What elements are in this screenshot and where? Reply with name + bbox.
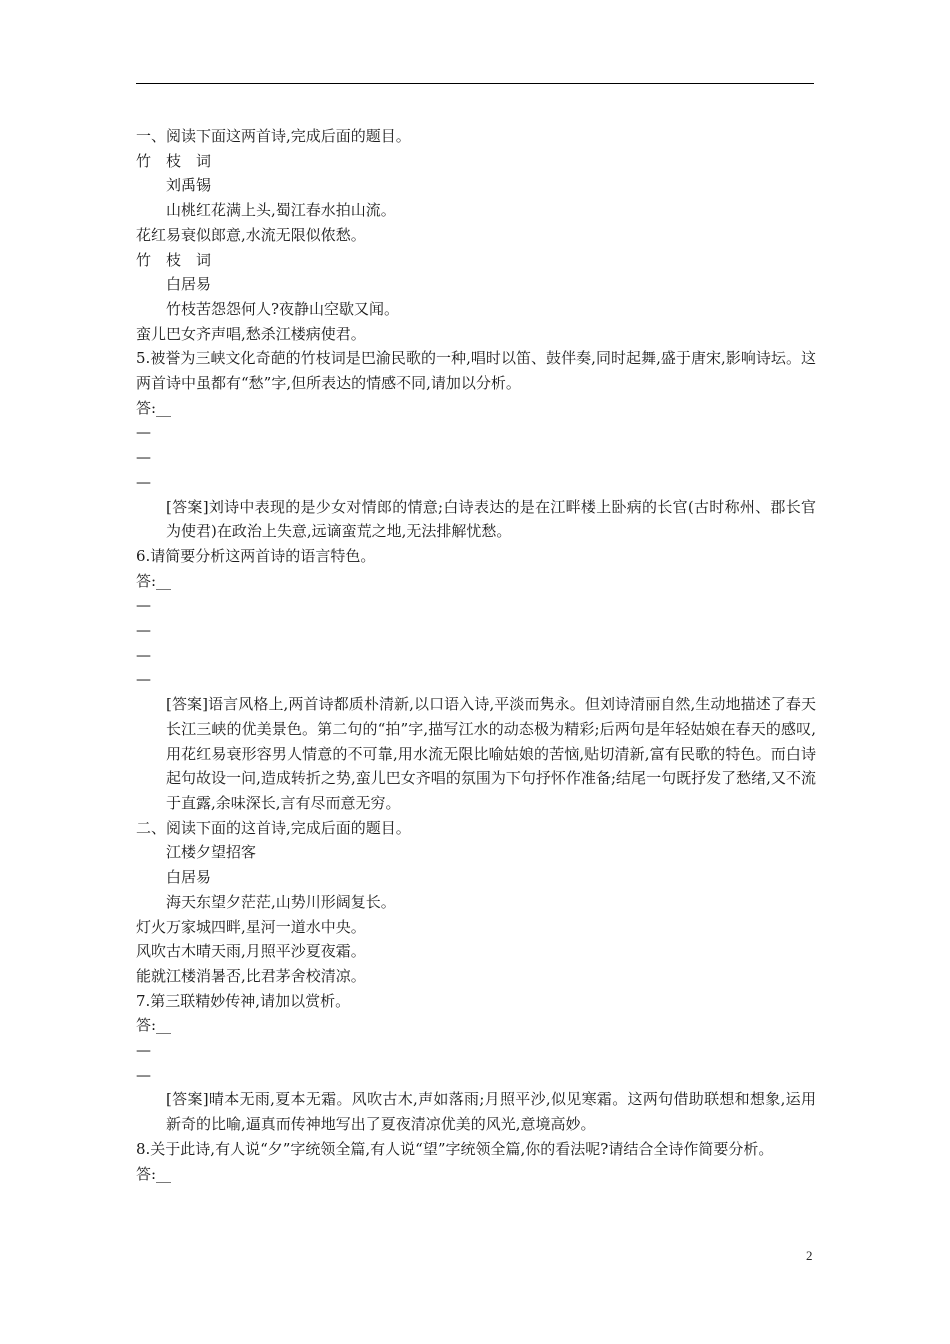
q6-answer-label: 答:__ — [136, 571, 172, 590]
poem3-line3: 风吹古木晴天雨,月照平沙夏夜霜。 — [136, 942, 366, 961]
q5-answer: [答案]刘诗中表现的是少女对情郎的情意;白诗表达的是在江畔楼上卧病的长官(古时称州、郡长官为使君)在政治上失意,远谪蛮荒之地,无法排解忧愁。 — [166, 497, 816, 541]
q5-blank-3: — — [136, 472, 151, 491]
question-6: 6.请简要分析这两首诗的语言特色。 — [136, 546, 376, 565]
poem1-author: 刘禹锡 — [166, 176, 212, 195]
document-body — [136, 124, 816, 1186]
poem1-title: 竹枝词 — [136, 151, 227, 170]
poem3-title: 江楼夕望招客 — [166, 843, 257, 862]
q6-blank-1: — — [136, 596, 151, 615]
section1-heading: 一、阅读下面这两首诗,完成后面的题目。 — [136, 127, 411, 145]
poem3-line4: 能就江楼消暑否,比君茅舍校清凉。 — [136, 966, 366, 985]
poem3-line2: 灯火万家城四畔,星河一道水中央。 — [136, 917, 366, 936]
poem2-title: 竹枝词 — [136, 250, 227, 269]
poem1-line2: 花红易衰似郎意,水流无限似侬愁。 — [136, 225, 366, 244]
q6-blank-4: — — [136, 670, 151, 689]
q7-blank-1: — — [136, 1041, 151, 1060]
poem2-line1: 竹枝苦怨怨何人?夜静山空歇又闻。 — [166, 299, 400, 318]
header-rule — [136, 83, 814, 84]
q7-answer-label: 答:__ — [136, 1016, 172, 1035]
q7-answer: [答案]晴本无雨,夏本无霜。风吹古木,声如落雨;月照平沙,似见寒霜。这两句借助联想和想象,运用新奇的比喻,逼真而传神地写出了夏夜清凉优美的风光,意境高妙。 — [166, 1090, 816, 1134]
poem2-author: 白居易 — [166, 275, 212, 294]
q5-blank-1: — — [136, 423, 151, 442]
poem3-author: 白居易 — [166, 868, 212, 887]
question-8: 8.关于此诗,有人说“夕”字统领全篇,有人说“望”字统领全篇,你的看法呢?请结合全诗作简要分析。 — [136, 1139, 774, 1158]
poem3-line1: 海天东望夕茫茫,山势川形阔复长。 — [166, 892, 396, 911]
q6-blank-2: — — [136, 621, 151, 640]
section2-heading: 二、阅读下面的这首诗,完成后面的题目。 — [136, 818, 411, 837]
poem2-line2: 蛮儿巴女齐声唱,愁杀江楼病使君。 — [136, 324, 366, 343]
question-5: 5.被誉为三峡文化奇葩的竹枝词是巴渝民歌的一种,唱时以笛、鼓伴奏,同时起舞,盛于唐宋,影响诗坛。这两首诗中虽都有“愁”字,但所表达的情感不同,请加以分析。 — [136, 349, 816, 393]
q6-answer: [答案]语言风格上,两首诗都质朴清新,以口语入诗,平淡而隽永。但刘诗清丽自然,生动地描述了春天长江三峡的优美景色。第二句的“拍”字,描写江水的动态极为精彩;后两句是年轻姑娘在春天的感叹,用花红易衰形容男人情意的不可靠,用水流无限比喻姑娘的苦恼,贴切清新,富有民歌的特色。而白诗起句故设一问,造成转折之势,蛮儿巴女齐唱的氛围为下句抒怀作准备;结尾一句既抒发了愁绪,又不流于直露,余味深长,言有尽而意无穷。 — [166, 695, 816, 812]
poem1-line1: 山桃红花满上头,蜀江春水拍山流。 — [166, 201, 396, 220]
q7-blank-2: — — [136, 1065, 151, 1084]
q6-blank-3: — — [136, 645, 151, 664]
question-7: 7.第三联精妙传神,请加以赏析。 — [136, 991, 351, 1010]
q5-blank-2: — — [136, 448, 151, 467]
q5-answer-label: 答:__ — [136, 398, 172, 417]
q8-answer-label: 答:__ — [136, 1164, 172, 1183]
page-number: 2 — [806, 1248, 813, 1263]
